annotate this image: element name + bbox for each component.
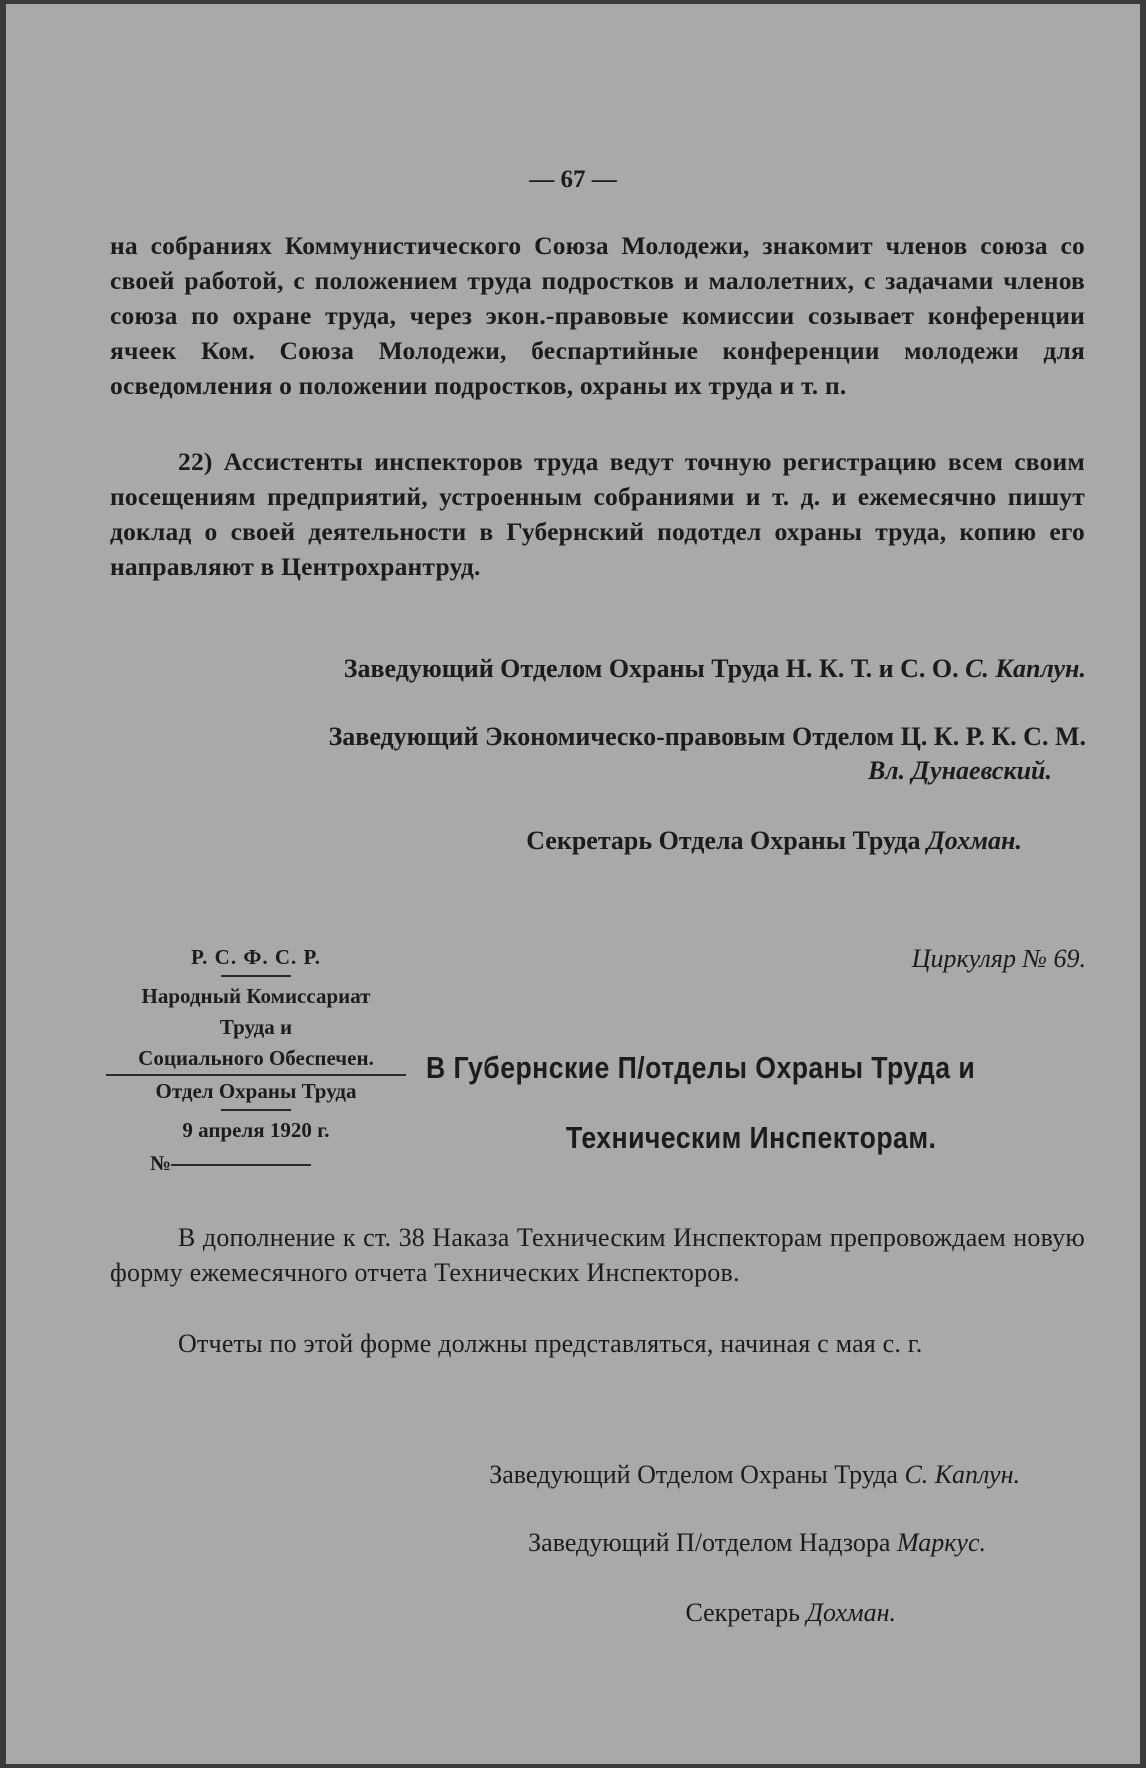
circular-number: [912, 944, 1086, 974]
signature-line-secretary: [526, 826, 1022, 856]
letterhead-divider: [221, 1109, 291, 1111]
signature-line-secretary-2: [685, 1598, 896, 1628]
letterhead-org-line: Народный Комиссариат: [141, 984, 371, 1008]
letterhead-block: [106, 942, 406, 1179]
letterhead-country: Р. С. Ф. С. Р.: [190, 945, 322, 969]
signature-name: Дохман.: [806, 1598, 896, 1627]
number-blank-line: [171, 1164, 311, 1166]
addressee-line-2: Техническим Инспекторам.: [566, 1120, 937, 1155]
signature-name: С. Каплун.: [965, 654, 1086, 683]
signature-title: Секретарь: [685, 1598, 800, 1627]
number-label: №: [150, 1151, 172, 1175]
signature-title: Заведующий Отделом Охраны Труда: [489, 1460, 898, 1489]
signature-name-dunaevsky: [868, 756, 1052, 786]
signature-line-head-supervision: [528, 1528, 986, 1558]
paragraph-continuation: на собраниях Коммунистического Союза Молодежи, знакомит членов союза со своей работой, с положением труда подростков и малолетних, с задачами членов союза по охране труда, через экон.-правовые комиссии созывает конференции ячеек Ком. Союза Молодежи, беспартийные конференции молодежи для осведомления о положении подростков, охраны их труда и т. п.: [110, 231, 1085, 400]
letterhead-department: Отдел Охраны Труда: [155, 1079, 357, 1103]
page-number: — 67 —: [529, 166, 617, 193]
document-page: [6, 4, 1140, 1764]
signature-title: Секретарь Отдела Охраны Труда: [526, 826, 921, 855]
letterhead-org-line: Труда и: [219, 1015, 293, 1039]
letterhead-divider: [221, 975, 291, 977]
signature-name: Вл. Дунаевский.: [867, 756, 1052, 785]
signature-title: Заведующий Отделом Охраны Труда Н. К. Т. и С. О.: [343, 654, 959, 683]
addressee-line-1: В Губернские П/отделы Охраны Труда и: [426, 1050, 976, 1085]
paragraph-item-22: 22) Ассистенты инспекторов труда ведут точную регистрацию всем своим посещениям предприятий, устроенным собраниями и т. д. и ежемесячно пишут доклад о своей деятельности в Губернский подотдел охраны труда, копию его направляют в Центрохрантруд.: [110, 447, 1085, 581]
letterhead-org-line: Социального Обеспечен.: [138, 1046, 374, 1070]
letterhead-number: [106, 1148, 406, 1179]
signature-name: С. Каплун.: [904, 1460, 1020, 1489]
signature-line-head-labor-protection: [344, 654, 1086, 684]
signature-line-head-labor-protection-2: [489, 1460, 1020, 1490]
signature-name: Маркус.: [896, 1528, 986, 1557]
letterhead-date: 9 апреля 1920 г.: [182, 1118, 330, 1142]
signature-title: Заведующий Экономическо-правовым Отделом Ц. К. Р. К. С. М.: [328, 722, 1086, 751]
signature-title: Заведующий П/отделом Надзора: [528, 1528, 891, 1557]
signature-name: Дохман.: [927, 826, 1022, 855]
circular-label: Циркуляр № 69.: [911, 944, 1086, 973]
paragraph-reports: Отчеты по этой форме должны представляться, начиная с мая с. г.: [178, 1329, 923, 1358]
paragraph-supplement: В дополнение к ст. 38 Наказа Техническим Инспекторам препровождаем новую форму ежемесячного отчета Технических Инспекторов.: [110, 1223, 1085, 1287]
signature-line-head-econ-legal: [329, 722, 1086, 752]
